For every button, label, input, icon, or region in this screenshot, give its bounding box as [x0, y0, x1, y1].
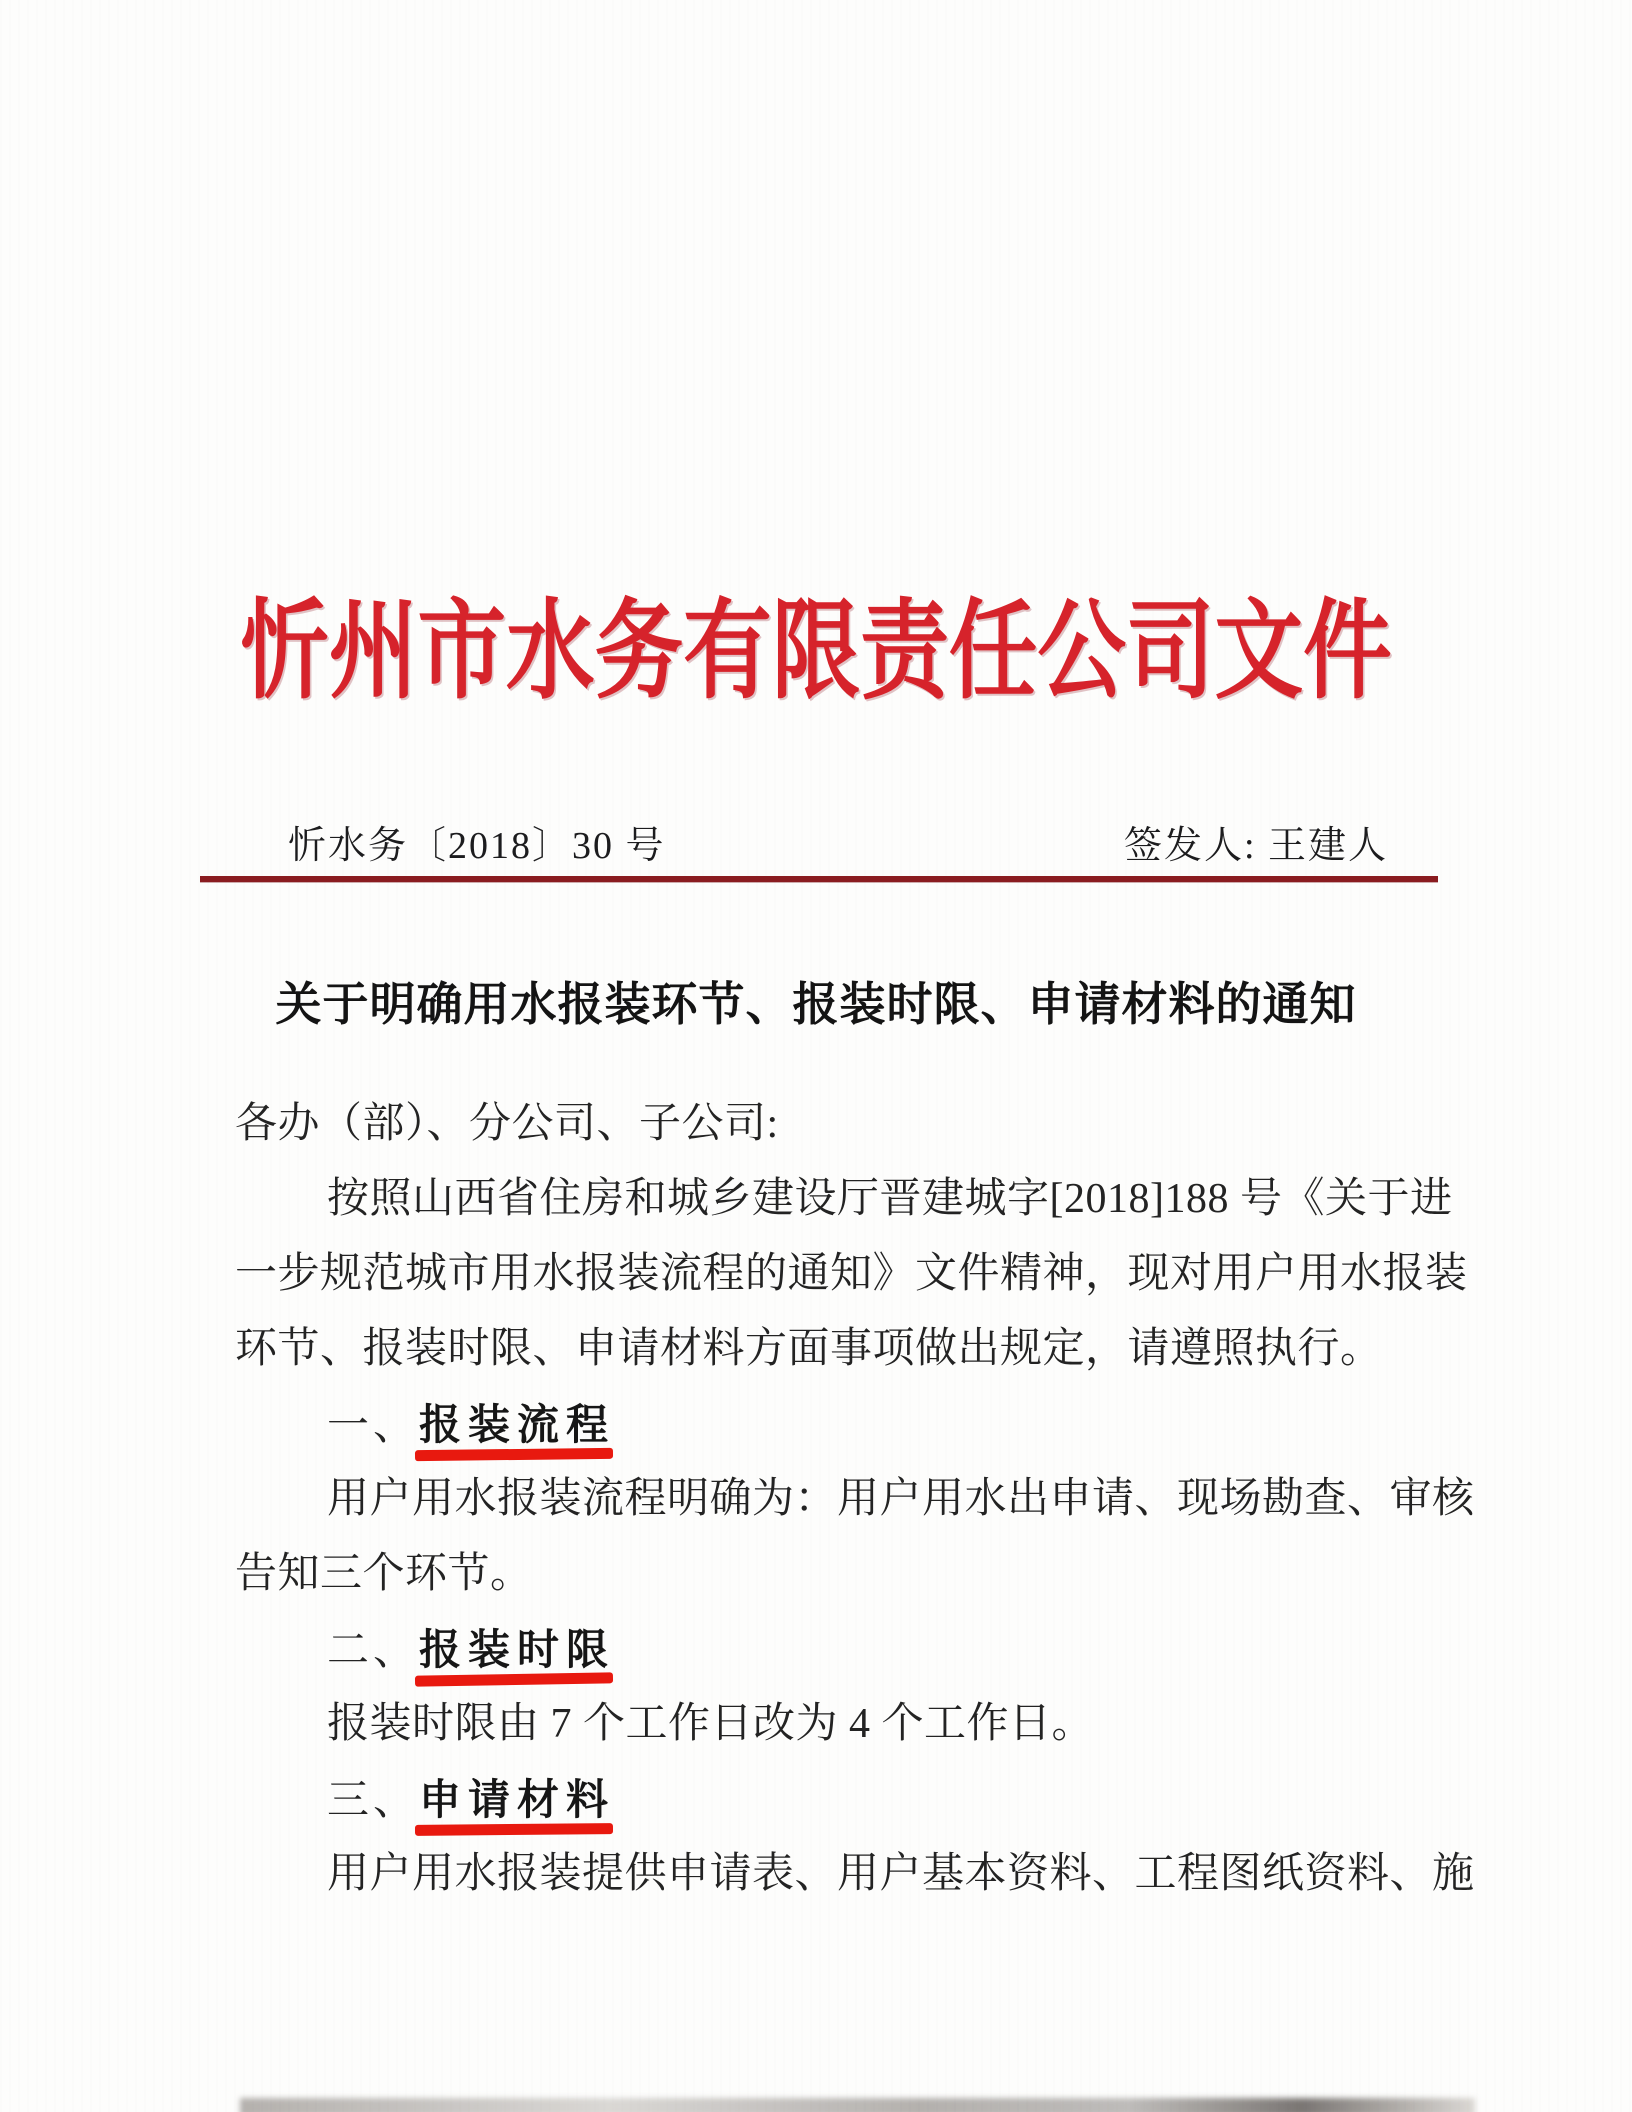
issuer-name: 签发人: 王建人 [1123, 825, 1388, 867]
section-3-title-wrap [419, 1762, 615, 1837]
section-3-red-underline [415, 1823, 613, 1836]
section-2-number: 二、 [327, 1628, 420, 1674]
section-1-title-wrap [419, 1387, 615, 1462]
section-2-line-1: 报装时限由 7 个工作日改为 4 个工作日。 [327, 1701, 1095, 1747]
doc-info-row [288, 822, 1388, 870]
section-1-title: 报装流程 [419, 1401, 616, 1448]
header-rule [200, 876, 1438, 882]
section-3-heading [235, 1762, 1445, 1837]
section-3-line-1: 用户用水报装提供申请表、用户基本资料、工程图纸资料、施 [327, 1851, 1475, 1897]
section-3-title: 申请材料 [419, 1776, 616, 1823]
section-2-title-wrap [419, 1612, 615, 1687]
masthead-title: 忻州市水务有限责任公司文件 [240, 593, 1392, 712]
section-1-line-2: 告知三个环节。 [235, 1551, 533, 1597]
intro-line-1: 按照山西省住房和城乡建设厅晋建城字[2018]188 号《关于进 [327, 1176, 1453, 1222]
section-1-line-1: 用户用水报装流程明确为：用户用水出申请、现场勘查、审核 [327, 1476, 1475, 1522]
section-1-number: 一、 [327, 1403, 420, 1449]
document-number: 忻水务〔2018〕30 号 [288, 825, 666, 867]
section-1-red-underline [415, 1448, 613, 1461]
salutation-line: 各办（部）、分公司、子公司: [235, 1101, 779, 1147]
section-2-heading [235, 1612, 1445, 1687]
document-body [235, 1087, 1475, 1912]
section-1-heading [235, 1387, 1445, 1462]
section-2-title: 报装时限 [419, 1626, 616, 1673]
intro-line-2: 一步规范城市用水报装流程的通知》文件精神，现对用户用水报装 [235, 1251, 1468, 1297]
section-3-number: 三、 [327, 1778, 420, 1824]
intro-line-3: 环节、报装时限、申请材料方面事项做出规定，请遵照执行。 [235, 1326, 1383, 1372]
document-title: 关于明确用水报装环节、报装时限、申请材料的通知 [275, 978, 1357, 1030]
section-2-red-underline [415, 1672, 613, 1686]
page-bottom-scan-artifact [240, 2098, 1475, 2112]
